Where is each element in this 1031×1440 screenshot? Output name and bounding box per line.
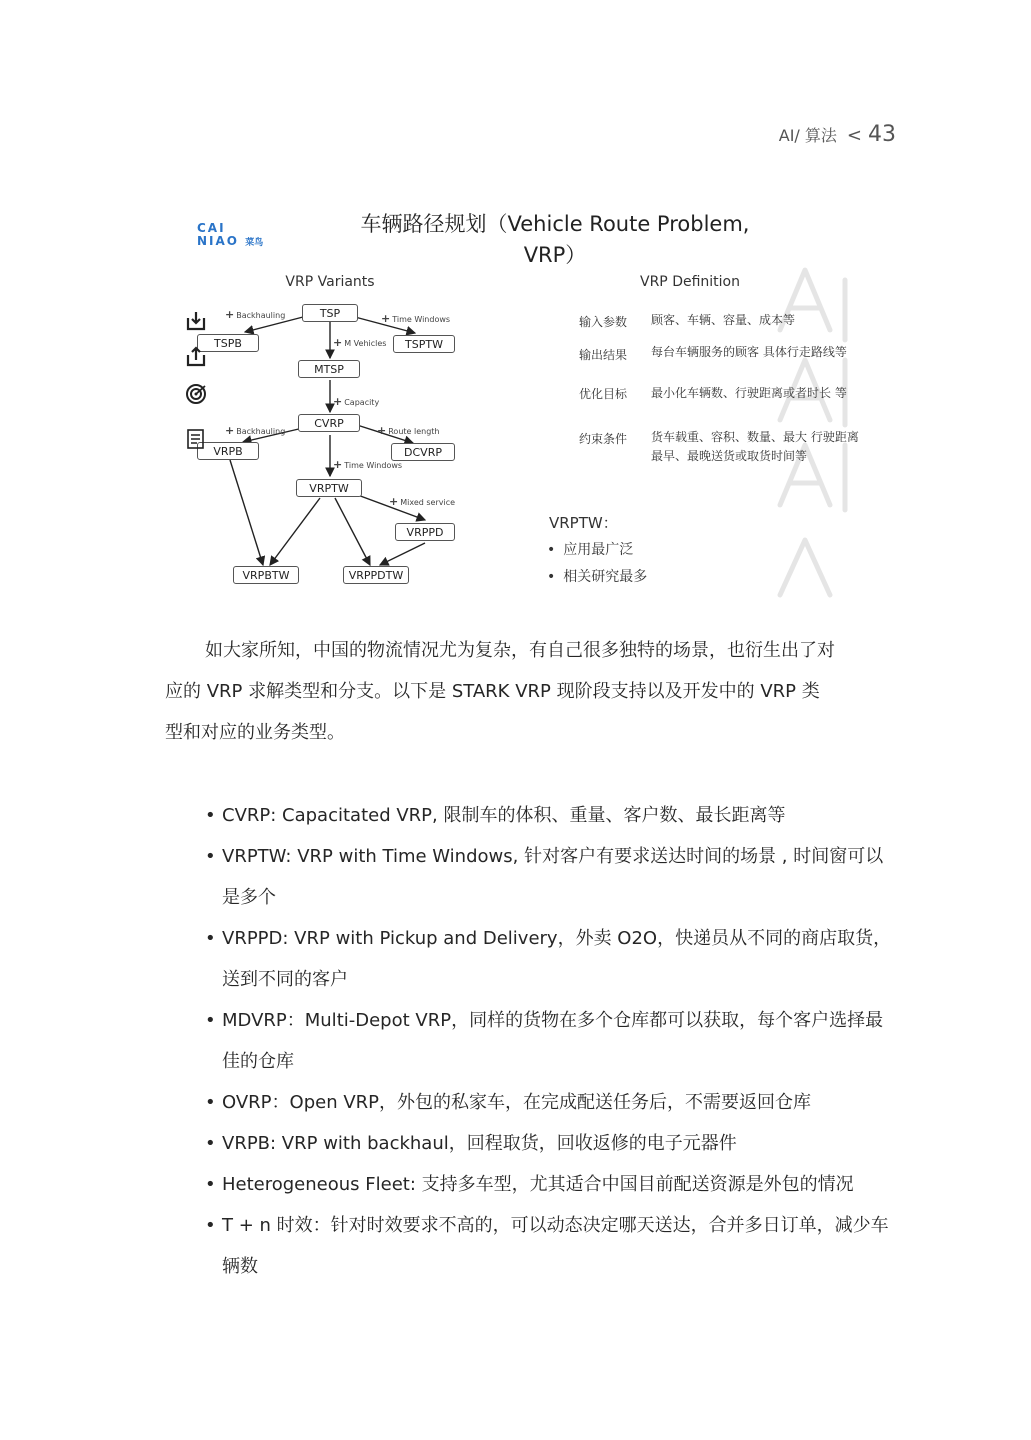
list-item: • VRPTW: VRP with Time Windows, 针对客户有要求送达时间的场景 , 时间窗可以是多个 [205,836,897,918]
def-text-objective: 最小化车辆数、行驶距离或者时长 等 [651,386,847,400]
def-label-input: 输入参数 [579,315,628,329]
node-vrptw: VRPTW [296,479,362,497]
list-item: • VRPPD: VRP with Pickup and Delivery，外卖 O2O，快递员从不同的商店取货，送到不同的客户 [205,918,897,1000]
def-text-input: 顾客、车辆、容量、成本等 [651,313,796,327]
figure-title-line2: VRP） [523,243,587,267]
logo-line1: CAI [197,221,226,235]
def-text-constraints: 货车载重、容积、数量、最大 行驶距离 最早、最晚送货或取货时间等 [651,430,859,463]
node-tsptw: TSPTW [393,335,455,353]
logo-line2-text: NIAO [197,234,239,248]
list-item: • Heterogeneous Fleet: 支持多车型，尤其适合中国目前配送资源是外包的情况 [205,1164,897,1205]
list-item: • VRPB: VRP with backhaul，回程取货，回收返修的电子元器件 [205,1123,897,1164]
vrp-figure [185,200,875,600]
paragraph-line1: 如大家所知，中国的物流情况尤为复杂，有自己很多独特的场景，也衍生出了对 [205,640,835,661]
running-header [700,122,896,147]
label-route-length: + Route length [377,424,440,437]
header-separator: < [846,125,862,146]
label-backhauling-1: + Backhauling [225,308,286,321]
def-label-objective: 优化目标 [579,387,628,401]
label-time-windows-2: + Time Windows [333,458,403,471]
edge-vrpb-vrpbtw [230,460,263,565]
label-mixed-service: + Mixed service [389,495,456,508]
node-cvrp: CVRP [298,414,360,432]
label-backhauling-2: + Backhauling [225,424,286,437]
logo-cn: 菜鸟 [245,238,264,248]
label-m-vehicles: + M Vehicles [333,336,387,349]
figure-title [335,209,775,271]
upload-icon [185,345,207,367]
target-icon [185,383,207,405]
figure-title-line1: 车辆路径规划（Vehicle Route Problem, [360,212,750,236]
page-number: 43 [868,122,896,147]
variants-heading: VRP Variants [285,274,375,290]
def-label-constraints: 约束条件 [579,432,628,446]
section-title: AI/ 算法 [778,126,837,145]
node-tsp: TSP [302,304,358,322]
node-tspb: TSPB [197,334,259,352]
definition-heading: VRP Definition [640,274,740,290]
label-time-windows-1: + Time Windows [381,312,451,325]
cainiao-logo [197,222,263,250]
logo-line2 [197,235,263,250]
def-label-output: 输出结果 [579,348,628,362]
list-item: • OVRP：Open VRP，外包的私家车，在完成配送任务后，不需要返回仓库 [205,1082,897,1123]
list-item: • MDVRP：Multi-Depot VRP，同样的货物在多个仓库都可以获取，每个客户选择最佳的仓库 [205,1000,897,1082]
download-icon [185,310,207,332]
vrp-type-list [205,795,897,1287]
vrptw-title: VRPTW： [549,514,618,532]
paragraph-line2: 应的 VRP 求解类型和分支。以下是 STARK VRP 现阶段支持以及开发中的 VRP 类 [165,681,820,702]
node-dcvrp: DCVRP [391,443,455,461]
node-vrpb: VRPB [197,442,259,460]
paragraph-line3: 型和对应的业务类型。 [165,722,345,743]
list-item: • CVRP: Capacitated VRP, 限制车的体积、重量、客户数、最长距离等 [205,795,897,836]
node-vrppdtw: VRPPDTW [343,566,409,584]
vrptw-item: • 相关研究最多 [547,566,647,586]
checklist-icon [185,428,207,450]
node-vrppd: VRPPD [395,523,455,541]
intro-paragraph [165,630,895,753]
def-text-output: 每台车辆服务的顾客 具体行走路线等 [651,345,847,359]
node-vrpbtw: VRPBTW [233,566,299,584]
vrptw-item: • 应用最广泛 [547,539,633,559]
node-mtsp: MTSP [298,360,360,378]
edge-vrppd-vrppdtw [380,543,425,565]
edge-vrptw-vrpbtw [270,498,320,565]
label-capacity: + Capacity [333,395,380,408]
list-item: • T + n 时效：针对时效要求不高的，可以动态决定哪天送达，合并多日订单，减少车辆数 [205,1205,897,1287]
edge-vrptw-vrppdtw [335,498,370,565]
